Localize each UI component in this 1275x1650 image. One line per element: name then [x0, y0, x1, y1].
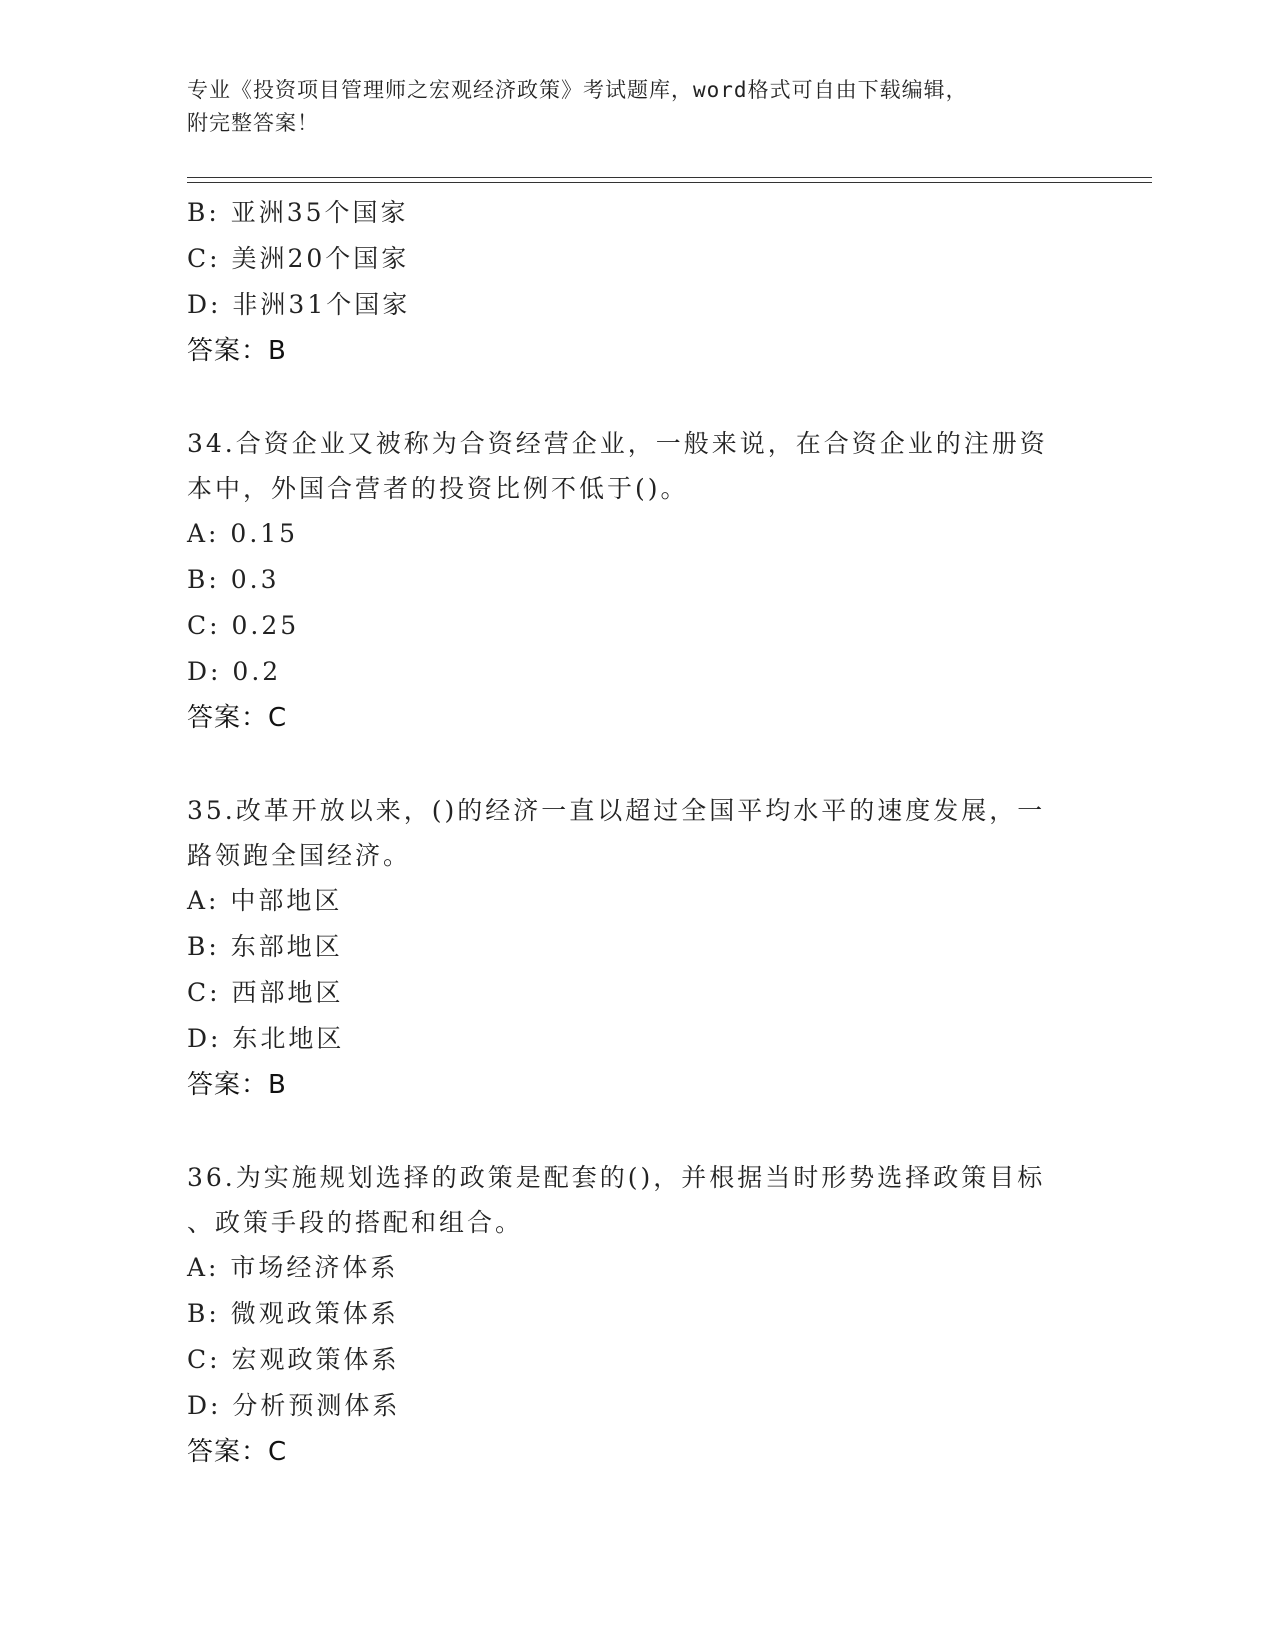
answer-line: 答案：B [187, 1070, 287, 1100]
answer-line: 答案：B [187, 336, 287, 366]
option-d: D: 非洲31个国家 [187, 290, 411, 319]
header-line-1: 专业《投资项目管理师之宏观经济政策》考试题库，word格式可自由下载编辑， [187, 78, 968, 102]
question-stem [187, 788, 1087, 878]
header-divider-bottom [187, 182, 1152, 183]
option-b: B: 亚洲35个国家 [187, 198, 409, 227]
question-34 [187, 421, 1087, 741]
option-d: D: 东北地区 [187, 1024, 345, 1053]
option-d: D: 0.2 [187, 657, 282, 686]
question-36 [187, 1155, 1087, 1475]
header-line-2: 附完整答案！ [187, 111, 319, 135]
option-a: A: 0.15 [187, 519, 299, 548]
question-list [187, 190, 1087, 1475]
question-stem-line: 本中，外国合营者的投资比例不低于()。 [187, 474, 689, 503]
option-b: B: 0.3 [187, 565, 280, 594]
answer-line: 答案：C [187, 703, 288, 733]
option-d: D: 分析预测体系 [187, 1391, 401, 1420]
option-c: C: 美洲20个国家 [187, 244, 410, 273]
option-c: C: 0.25 [187, 611, 300, 640]
question-stem [187, 1155, 1087, 1245]
question-continuation [187, 190, 1087, 374]
question-stem-line: 36.为实施规划选择的政策是配套的()，并根据当时形势选择政策目标 [187, 1163, 1046, 1192]
answer-line: 答案：C [187, 1437, 288, 1467]
option-b: B: 东部地区 [187, 932, 343, 961]
question-stem [187, 421, 1087, 511]
option-b: B: 微观政策体系 [187, 1299, 399, 1328]
question-35 [187, 788, 1087, 1108]
question-stem-line: 34.合资企业又被称为合资经营企业，一般来说，在合资企业的注册资 [187, 429, 1048, 458]
option-c: C: 西部地区 [187, 978, 344, 1007]
header-divider-top [187, 177, 1152, 178]
question-stem-line: 、政策手段的搭配和组合。 [187, 1208, 524, 1237]
document-header [187, 74, 1087, 140]
option-a: A: 中部地区 [187, 886, 343, 915]
option-a: A: 市场经济体系 [187, 1253, 399, 1282]
question-stem-line: 35.改革开放以来，()的经济一直以超过全国平均水平的速度发展，一 [187, 796, 1046, 825]
question-stem-line: 路领跑全国经济。 [187, 841, 412, 870]
option-c: C: 宏观政策体系 [187, 1345, 400, 1374]
